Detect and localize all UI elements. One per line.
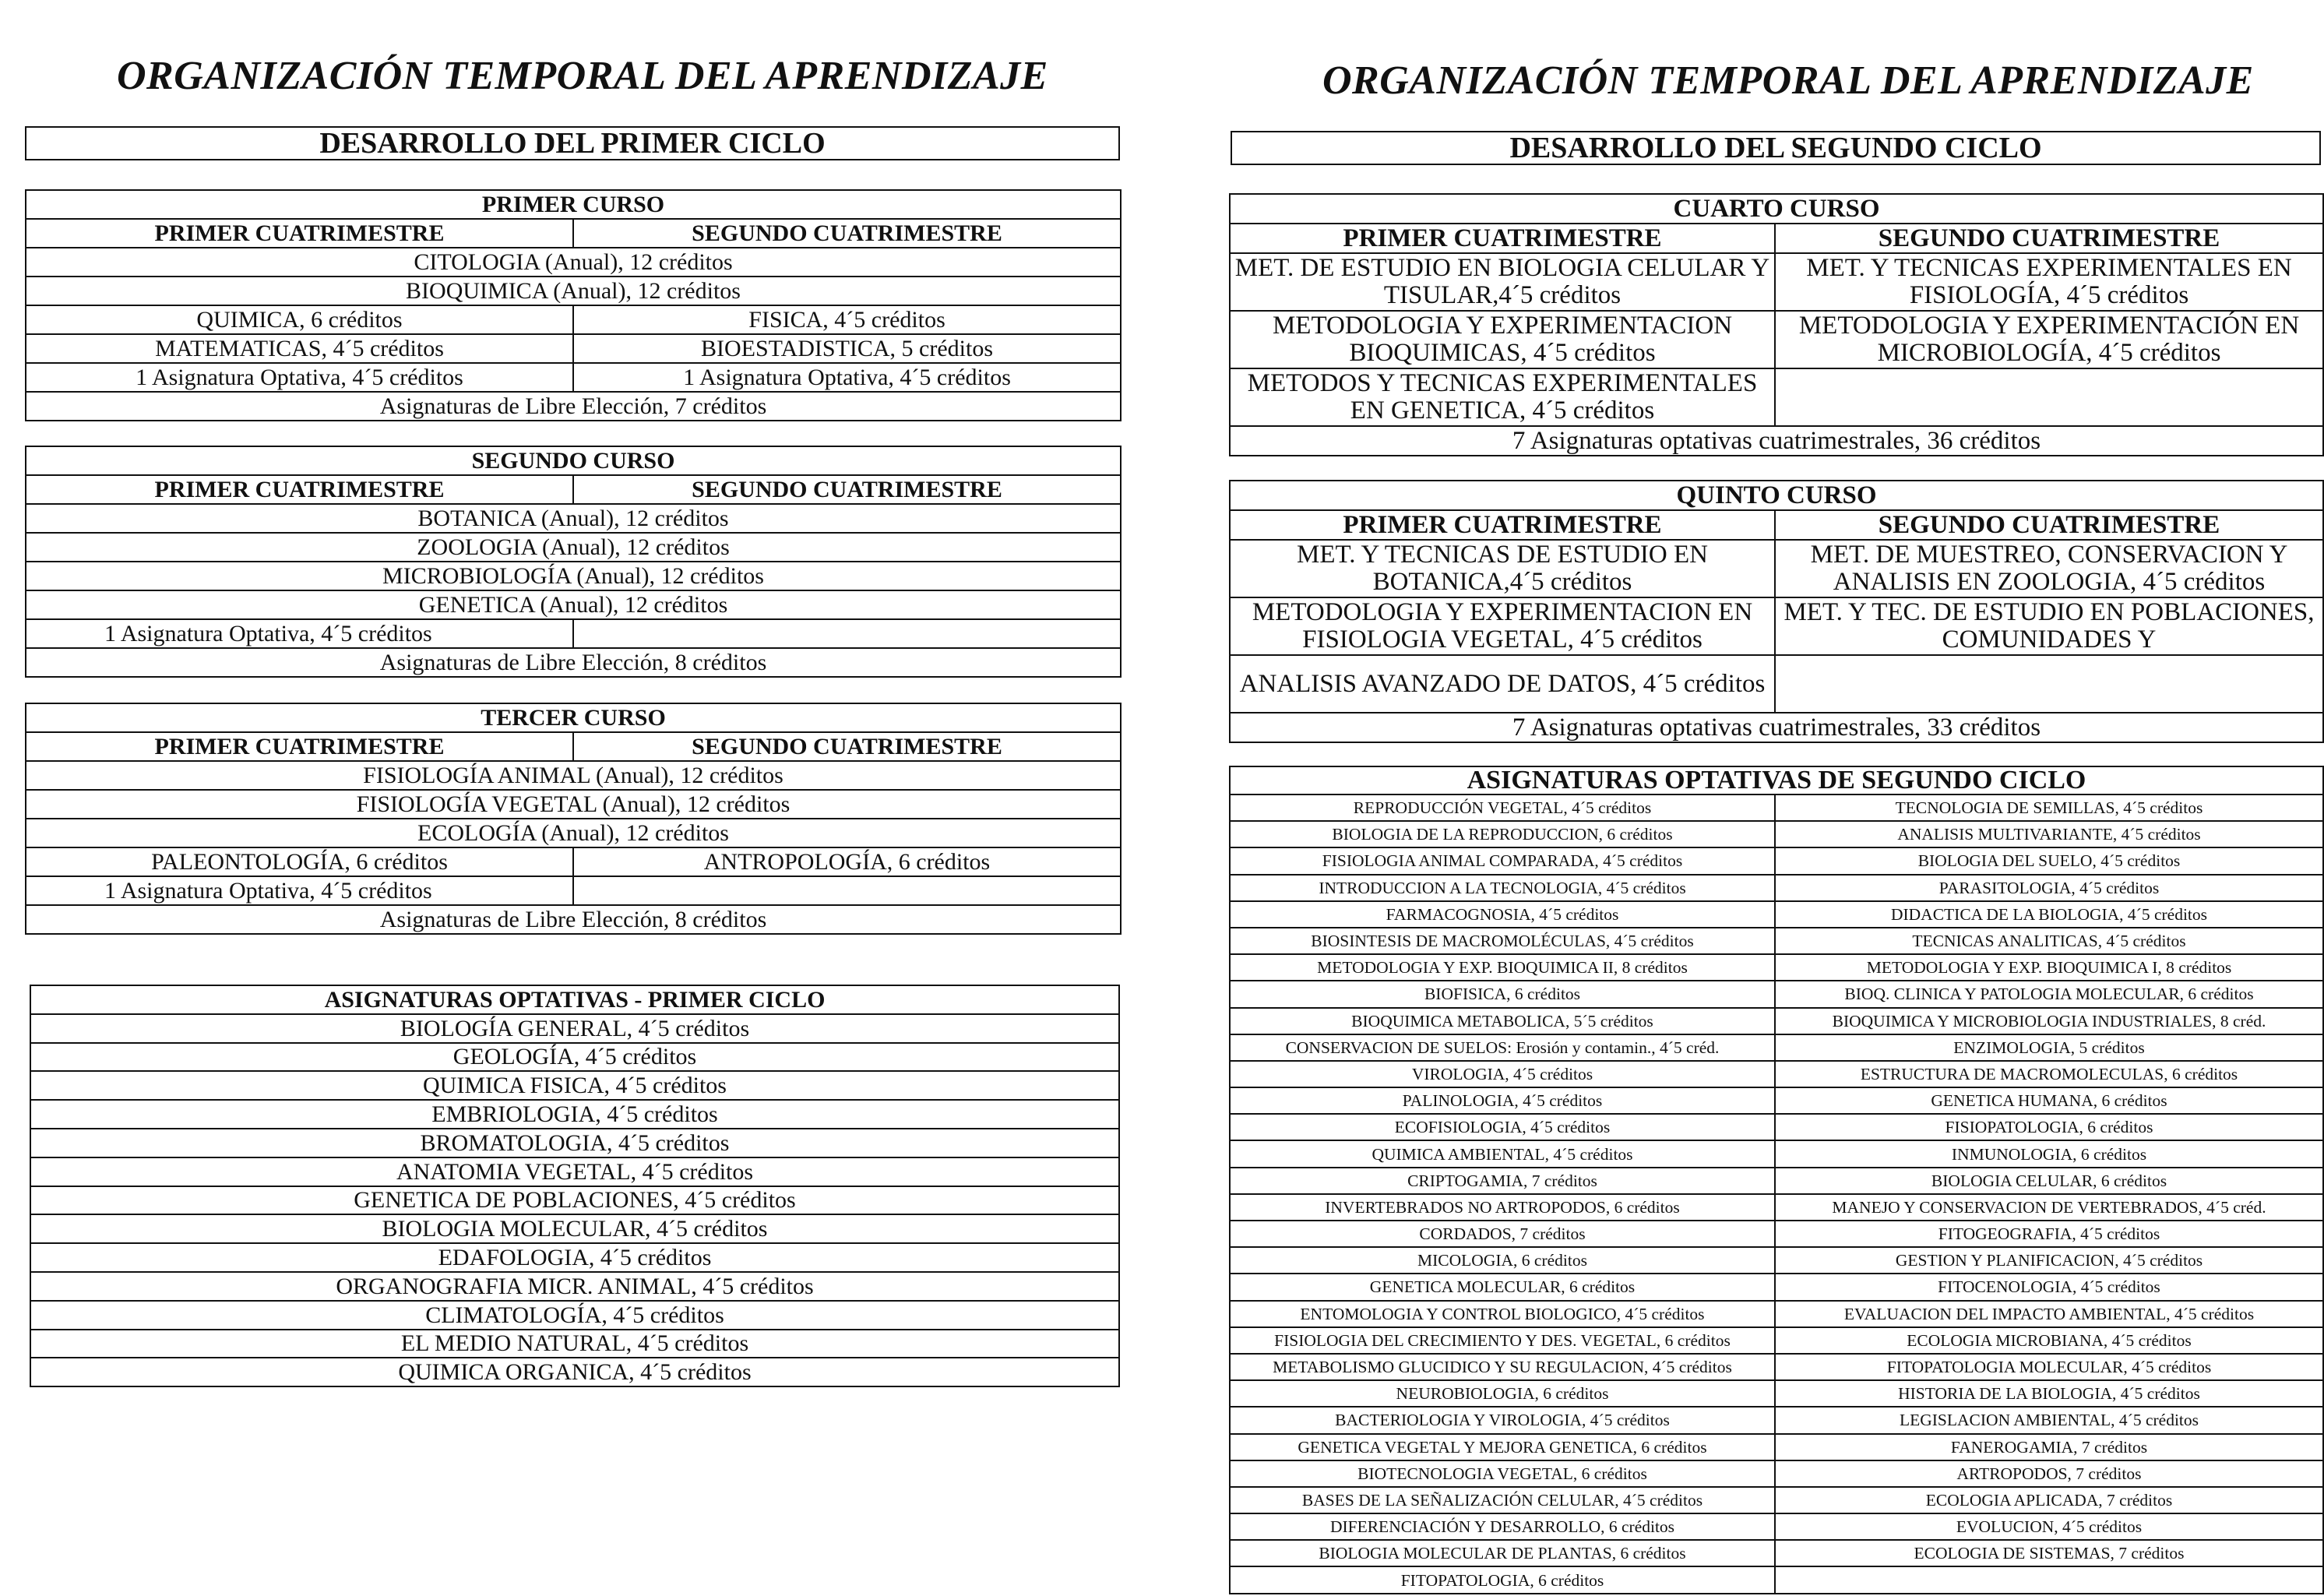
course-cell: GENETICA (Anual), 12 créditos bbox=[26, 590, 1121, 619]
course-cell: Asignaturas de Libre Elección, 7 créditos bbox=[26, 392, 1121, 421]
optativa-item: BACTERIOLOGIA Y VIROLOGIA, 4´5 créditos bbox=[1230, 1407, 1775, 1433]
optativa-item: CLIMATOLOGÍA, 4´5 créditos bbox=[30, 1301, 1119, 1330]
col-header: SEGUNDO CUATRIMESTRE bbox=[1775, 510, 2323, 540]
table-row bbox=[1230, 1407, 2323, 1433]
empty-cell bbox=[573, 619, 1121, 648]
curso-title: CUARTO CURSO bbox=[1230, 194, 2323, 224]
table-row bbox=[1230, 1380, 2323, 1407]
table-row bbox=[1230, 1221, 2323, 1247]
table-row bbox=[1230, 1513, 2323, 1540]
optativas-title: ASIGNATURAS OPTATIVAS DE SEGUNDO CICLO bbox=[1230, 766, 2323, 794]
optativa-item: HISTORIA DE LA BIOLOGIA, 4´5 créditos bbox=[1775, 1380, 2323, 1407]
course-cell: MET. DE ESTUDIO EN BIOLOGIA CELULAR Y TISULAR,4´5 créditos bbox=[1230, 253, 1775, 311]
table-row bbox=[1230, 1140, 2323, 1167]
col-header: SEGUNDO CUATRIMESTRE bbox=[1775, 224, 2323, 253]
table-row bbox=[1230, 1354, 2323, 1380]
optativa-item: NEUROBIOLOGIA, 6 créditos bbox=[1230, 1380, 1775, 1407]
table-row bbox=[1230, 1434, 2323, 1460]
table-row bbox=[1230, 875, 2323, 901]
table-row bbox=[1230, 1327, 2323, 1354]
optativa-item: FARMACOGNOSIA, 4´5 créditos bbox=[1230, 901, 1775, 928]
optativa-item: DIFERENCIACIÓN Y DESARROLLO, 6 créditos bbox=[1230, 1513, 1775, 1540]
cuarto-curso-table bbox=[1229, 193, 2324, 456]
optativa-item: FITOPATOLOGIA, 6 créditos bbox=[1230, 1566, 1775, 1593]
optativa-item: MICOLOGIA, 6 créditos bbox=[1230, 1247, 1775, 1274]
optativa-item: ECOLOGIA APLICADA, 7 créditos bbox=[1775, 1487, 2323, 1513]
course-cell: MET. Y TEC. DE ESTUDIO EN POBLACIONES, COMUNIDADES Y bbox=[1775, 597, 2323, 655]
course-cell: MICROBIOLOGÍA (Anual), 12 créditos bbox=[26, 562, 1121, 590]
table-row bbox=[1230, 794, 2323, 821]
optativa-item: METABOLISMO GLUCIDICO Y SU REGULACION, 4´5 créditos bbox=[1230, 1354, 1775, 1380]
optativa-item: CRIPTOGAMIA, 7 créditos bbox=[1230, 1168, 1775, 1194]
course-cell: 7 Asignaturas optativas cuatrimestrales, 33 créditos bbox=[1230, 713, 2323, 742]
course-cell: ZOOLOGIA (Anual), 12 créditos bbox=[26, 533, 1121, 562]
optativa-item: QUIMICA FISICA, 4´5 créditos bbox=[30, 1071, 1119, 1100]
tercer-curso-table bbox=[25, 703, 1122, 935]
optativa-item: BIOLOGIA DE LA REPRODUCCION, 6 créditos bbox=[1230, 821, 1775, 847]
course-cell: FISICA, 4´5 créditos bbox=[573, 305, 1121, 334]
table-row bbox=[1230, 1566, 2323, 1593]
table-row bbox=[1230, 1540, 2323, 1566]
optativa-item: BIOTECNOLOGIA VEGETAL, 6 créditos bbox=[1230, 1460, 1775, 1487]
optativa-item: ANATOMIA VEGETAL, 4´5 créditos bbox=[30, 1157, 1119, 1186]
course-cell: ECOLOGÍA (Anual), 12 créditos bbox=[26, 819, 1121, 847]
course-cell: METODOLOGIA Y EXPERIMENTACION BIOQUIMICAS, 4´5 créditos bbox=[1230, 311, 1775, 368]
course-cell: 1 Asignatura Optativa, 4´5 créditos bbox=[26, 876, 573, 905]
table-row bbox=[1230, 1008, 2323, 1034]
table-row bbox=[1230, 928, 2323, 954]
col-header: SEGUNDO CUATRIMESTRE bbox=[573, 475, 1121, 504]
right-page-title: ORGANIZACIÓN TEMPORAL DEL APRENDIZAJE bbox=[1322, 58, 2254, 103]
optativa-item: INMUNOLOGIA, 6 créditos bbox=[1775, 1140, 2323, 1167]
optativa-item: BASES DE LA SEÑALIZACIÓN CELULAR, 4´5 créditos bbox=[1230, 1487, 1775, 1513]
course-cell: FISIOLOGÍA ANIMAL (Anual), 12 créditos bbox=[26, 761, 1121, 790]
optativas-title: ASIGNATURAS OPTATIVAS - PRIMER CICLO bbox=[30, 985, 1119, 1014]
optativa-item: FANEROGAMIA, 7 créditos bbox=[1775, 1434, 2323, 1460]
optativa-item: ESTRUCTURA DE MACROMOLECULAS, 6 créditos bbox=[1775, 1061, 2323, 1087]
optativa-item: GENETICA HUMANA, 6 créditos bbox=[1775, 1087, 2323, 1114]
optativa-item: CORDADOS, 7 créditos bbox=[1230, 1221, 1775, 1247]
optativa-item: DIDACTICA DE LA BIOLOGIA, 4´5 créditos bbox=[1775, 901, 2323, 928]
optativa-item: EL MEDIO NATURAL, 4´5 créditos bbox=[30, 1330, 1119, 1358]
optativas-segundo-ciclo-table bbox=[1229, 766, 2324, 1594]
course-cell: CITOLOGIA (Anual), 12 créditos bbox=[26, 248, 1121, 277]
optativa-item bbox=[1775, 1566, 2323, 1593]
optativa-item: INTRODUCCION A LA TECNOLOGIA, 4´5 créditos bbox=[1230, 875, 1775, 901]
optativa-item: ORGANOGRAFIA MICR. ANIMAL, 4´5 créditos bbox=[30, 1272, 1119, 1301]
course-cell: QUIMICA, 6 créditos bbox=[26, 305, 573, 334]
course-cell: FISIOLOGÍA VEGETAL (Anual), 12 créditos bbox=[26, 790, 1121, 819]
optativa-item: ENTOMOLOGIA Y CONTROL BIOLOGICO, 4´5 créditos bbox=[1230, 1301, 1775, 1327]
optativa-item: CONSERVACION DE SUELOS: Erosión y contamin., 4´5 créd. bbox=[1230, 1034, 1775, 1061]
second-cycle-header: DESARROLLO DEL SEGUNDO CICLO bbox=[1231, 131, 2321, 165]
table-row bbox=[1230, 1061, 2323, 1087]
optativa-item: ARTROPODOS, 7 créditos bbox=[1775, 1460, 2323, 1487]
table-row bbox=[1230, 821, 2323, 847]
table-row bbox=[1230, 1487, 2323, 1513]
course-cell: METODOLOGIA Y EXPERIMENTACIÓN EN MICROBIOLOGÍA, 4´5 créditos bbox=[1775, 311, 2323, 368]
optativa-item: TECNOLOGIA DE SEMILLAS, 4´5 créditos bbox=[1775, 794, 2323, 821]
table-row bbox=[1230, 901, 2323, 928]
table-row bbox=[1230, 981, 2323, 1007]
table-row bbox=[1230, 1034, 2323, 1061]
table-row bbox=[1230, 1460, 2323, 1487]
optativa-item: EMBRIOLOGIA, 4´5 créditos bbox=[30, 1100, 1119, 1129]
optativa-item: ECOFISIOLOGIA, 4´5 créditos bbox=[1230, 1114, 1775, 1140]
optativa-item: REPRODUCCIÓN VEGETAL, 4´5 créditos bbox=[1230, 794, 1775, 821]
optativa-item: ECOLOGIA DE SISTEMAS, 7 créditos bbox=[1775, 1540, 2323, 1566]
optativa-item: TECNICAS ANALITICAS, 4´5 créditos bbox=[1775, 928, 2323, 954]
optativa-item: GENETICA DE POBLACIONES, 4´5 créditos bbox=[30, 1186, 1119, 1215]
first-cycle-header: DESARROLLO DEL PRIMER CICLO bbox=[25, 126, 1120, 160]
table-row bbox=[1230, 1168, 2323, 1194]
table-row bbox=[1230, 1274, 2323, 1300]
col-header: PRIMER CUATRIMESTRE bbox=[26, 475, 573, 504]
course-cell: ANALISIS AVANZADO DE DATOS, 4´5 créditos bbox=[1230, 655, 1775, 713]
curso-title: QUINTO CURSO bbox=[1230, 481, 2323, 510]
curso-title: SEGUNDO CURSO bbox=[26, 446, 1121, 475]
curso-title: PRIMER CURSO bbox=[26, 190, 1121, 219]
course-cell: BOTANICA (Anual), 12 créditos bbox=[26, 504, 1121, 533]
col-header: PRIMER CUATRIMESTRE bbox=[26, 219, 573, 248]
optativa-item: LEGISLACION AMBIENTAL, 4´5 créditos bbox=[1775, 1407, 2323, 1433]
empty-cell bbox=[1775, 655, 2323, 713]
optativa-item: QUIMICA ORGANICA, 4´5 créditos bbox=[30, 1358, 1119, 1386]
optativa-item: BROMATOLOGIA, 4´5 créditos bbox=[30, 1129, 1119, 1157]
optativa-item: BIOLOGIA MOLECULAR DE PLANTAS, 6 créditos bbox=[1230, 1540, 1775, 1566]
optativa-item: FISIOLOGIA DEL CRECIMIENTO Y DES. VEGETAL, 6 créditos bbox=[1230, 1327, 1775, 1354]
empty-cell bbox=[1775, 368, 2323, 426]
segundo-curso-table bbox=[25, 446, 1122, 678]
course-cell: Asignaturas de Libre Elección, 8 créditos bbox=[26, 648, 1121, 677]
course-cell: METODOLOGIA Y EXPERIMENTACION EN FISIOLOGIA VEGETAL, 4´5 créditos bbox=[1230, 597, 1775, 655]
curso-title: TERCER CURSO bbox=[26, 703, 1121, 732]
course-cell: 1 Asignatura Optativa, 4´5 créditos bbox=[573, 363, 1121, 392]
course-cell: 7 Asignaturas optativas cuatrimestrales, 36 créditos bbox=[1230, 426, 2323, 456]
optativa-item: BIOSINTESIS DE MACROMOLÉCULAS, 4´5 créditos bbox=[1230, 928, 1775, 954]
course-cell: MET. Y TECNICAS EXPERIMENTALES EN FISIOLOGÍA, 4´5 créditos bbox=[1775, 253, 2323, 311]
course-cell: 1 Asignatura Optativa, 4´5 créditos bbox=[26, 363, 573, 392]
optativa-item: BIOLOGIA MOLECULAR, 4´5 créditos bbox=[30, 1214, 1119, 1243]
course-cell: ANTROPOLOGÍA, 6 créditos bbox=[573, 847, 1121, 876]
optativa-item: BIOLOGÍA GENERAL, 4´5 créditos bbox=[30, 1014, 1119, 1043]
col-header: SEGUNDO CUATRIMESTRE bbox=[573, 732, 1121, 761]
optativa-item: ECOLOGIA MICROBIANA, 4´5 créditos bbox=[1775, 1327, 2323, 1354]
course-cell: 1 Asignatura Optativa, 4´5 créditos bbox=[26, 619, 573, 648]
table-row bbox=[1230, 1194, 2323, 1221]
optativa-item: INVERTEBRADOS NO ARTROPODOS, 6 créditos bbox=[1230, 1194, 1775, 1221]
optativa-item: BIOFISICA, 6 créditos bbox=[1230, 981, 1775, 1007]
optativa-item: GENETICA MOLECULAR, 6 créditos bbox=[1230, 1274, 1775, 1300]
optativa-item: BIOQ. CLINICA Y PATOLOGIA MOLECULAR, 6 créditos bbox=[1775, 981, 2323, 1007]
optativa-item: QUIMICA AMBIENTAL, 4´5 créditos bbox=[1230, 1140, 1775, 1167]
optativa-item: BIOLOGIA DEL SUELO, 4´5 créditos bbox=[1775, 847, 2323, 874]
optativas-primer-ciclo-table bbox=[30, 985, 1120, 1387]
course-cell: BIOQUIMICA (Anual), 12 créditos bbox=[26, 277, 1121, 305]
empty-cell bbox=[573, 876, 1121, 905]
table-row bbox=[1230, 1301, 2323, 1327]
optativa-item: GESTION Y PLANIFICACION, 4´5 créditos bbox=[1775, 1247, 2323, 1274]
optativa-item: EVALUACION DEL IMPACTO AMBIENTAL, 4´5 créditos bbox=[1775, 1301, 2323, 1327]
optativa-item: ANALISIS MULTIVARIANTE, 4´5 créditos bbox=[1775, 821, 2323, 847]
optativa-item: METODOLOGIA Y EXP. BIOQUIMICA I, 8 créditos bbox=[1775, 954, 2323, 981]
col-header: PRIMER CUATRIMESTRE bbox=[1230, 510, 1775, 540]
course-cell: MET. Y TECNICAS DE ESTUDIO EN BOTANICA,4´5 créditos bbox=[1230, 540, 1775, 597]
course-cell: MATEMATICAS, 4´5 créditos bbox=[26, 334, 573, 363]
optativa-item: VIROLOGIA, 4´5 créditos bbox=[1230, 1061, 1775, 1087]
course-cell: BIOESTADISTICA, 5 créditos bbox=[573, 334, 1121, 363]
table-row bbox=[1230, 954, 2323, 981]
optativa-item: EDAFOLOGIA, 4´5 créditos bbox=[30, 1243, 1119, 1272]
optativa-item: FITOPATOLOGIA MOLECULAR, 4´5 créditos bbox=[1775, 1354, 2323, 1380]
optativa-item: EVOLUCION, 4´5 créditos bbox=[1775, 1513, 2323, 1540]
course-cell: PALEONTOLOGÍA, 6 créditos bbox=[26, 847, 573, 876]
optativa-item: PARASITOLOGIA, 4´5 créditos bbox=[1775, 875, 2323, 901]
table-row bbox=[1230, 1114, 2323, 1140]
optativa-item: FITOGEOGRAFIA, 4´5 créditos bbox=[1775, 1221, 2323, 1247]
table-row bbox=[1230, 847, 2323, 874]
col-header: SEGUNDO CUATRIMESTRE bbox=[573, 219, 1121, 248]
optativa-item: BIOLOGIA CELULAR, 6 créditos bbox=[1775, 1168, 2323, 1194]
primer-curso-table bbox=[25, 189, 1122, 421]
course-cell: MET. DE MUESTREO, CONSERVACION Y ANALISIS EN ZOOLOGIA, 4´5 créditos bbox=[1775, 540, 2323, 597]
optativa-item: METODOLOGIA Y EXP. BIOQUIMICA II, 8 créditos bbox=[1230, 954, 1775, 981]
course-cell: METODOS Y TECNICAS EXPERIMENTALES EN GENETICA, 4´5 créditos bbox=[1230, 368, 1775, 426]
optativa-item: GENETICA VEGETAL Y MEJORA GENETICA, 6 créditos bbox=[1230, 1434, 1775, 1460]
optativa-item: FISIOLOGIA ANIMAL COMPARADA, 4´5 créditos bbox=[1230, 847, 1775, 874]
table-row bbox=[1230, 1087, 2323, 1114]
col-header: PRIMER CUATRIMESTRE bbox=[26, 732, 573, 761]
optativa-item: MANEJO Y CONSERVACION DE VERTEBRADOS, 4´5 créd. bbox=[1775, 1194, 2323, 1221]
optativa-item: BIOQUIMICA METABOLICA, 5´5 créditos bbox=[1230, 1008, 1775, 1034]
left-page-title: ORGANIZACIÓN TEMPORAL DEL APRENDIZAJE bbox=[117, 54, 1048, 98]
table-row bbox=[1230, 1247, 2323, 1274]
quinto-curso-table bbox=[1229, 480, 2324, 743]
col-header: PRIMER CUATRIMESTRE bbox=[1230, 224, 1775, 253]
optativa-item: FISIOPATOLOGIA, 6 créditos bbox=[1775, 1114, 2323, 1140]
optativa-item: GEOLOGÍA, 4´5 créditos bbox=[30, 1043, 1119, 1072]
optativa-item: PALINOLOGIA, 4´5 créditos bbox=[1230, 1087, 1775, 1114]
course-cell: Asignaturas de Libre Elección, 8 créditos bbox=[26, 905, 1121, 934]
optativa-item: ENZIMOLOGIA, 5 créditos bbox=[1775, 1034, 2323, 1061]
optativa-item: BIOQUIMICA Y MICROBIOLOGIA INDUSTRIALES, 8 créd. bbox=[1775, 1008, 2323, 1034]
optativa-item: FITOCENOLOGIA, 4´5 créditos bbox=[1775, 1274, 2323, 1300]
